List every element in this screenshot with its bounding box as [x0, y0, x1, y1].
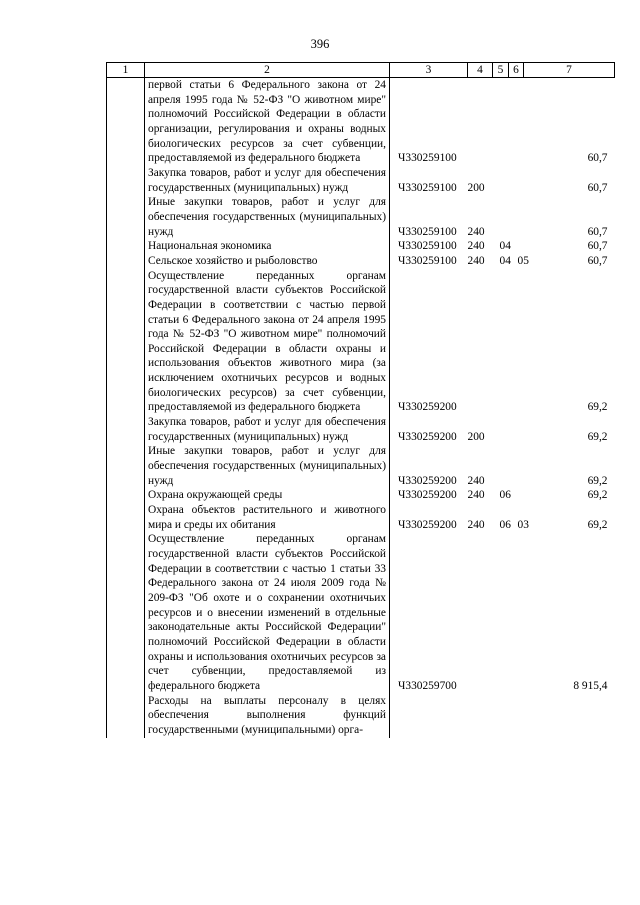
row-code-cell: Ч330259200: [398, 518, 457, 531]
table-row: [107, 254, 615, 269]
table-row: [107, 415, 615, 444]
table-row: [107, 444, 615, 488]
row-name-cell: Осуществление переданных органам государственной власти субъектов Российской Федерации в соответствии с частью первой статьи 6 Федерального закона от 24 апреля 1995 года № 52-ФЗ "О животном мире" полномочий Российской Федерации в области охраны и использования объектов животного мира (за исключением охотничьих ресурсов и водных биологических ресурсов) за счет субвенции, предоставляемой из федерального бюджета: [145, 269, 390, 416]
row-number-cell: [107, 532, 145, 693]
row-code-cell: Ч330259100: [398, 254, 457, 267]
row-pr-code: 05: [517, 254, 529, 267]
row-value-cell: 60,7: [587, 254, 608, 267]
row-vr-code: 240: [467, 254, 485, 267]
row-classifier-cell: [468, 444, 524, 488]
table-row: [107, 532, 615, 693]
header-col-4: 4: [468, 63, 493, 78]
table-row: [107, 503, 615, 532]
row-value-cell: 69,2: [587, 430, 608, 443]
row-rz-code: 06: [499, 518, 511, 531]
table-header-row: [107, 63, 615, 78]
row-name-cell: Охрана окружающей среды: [145, 488, 390, 503]
row-classifier-cell: [468, 694, 524, 738]
row-name-cell: Расходы на выплаты персоналу в целях обеспечения выполнения функций государственными (муниципальными) орга-: [145, 694, 390, 738]
row-number-cell: [107, 78, 145, 166]
row-name-cell: Национальная экономика: [145, 239, 390, 254]
row-pr-code: 03: [517, 518, 529, 531]
row-rz-code: 04: [499, 254, 511, 267]
row-code-cell: Ч330259200: [398, 430, 457, 443]
row-name-cell: Сельское хозяйство и рыболовство: [145, 254, 390, 269]
table-row: [107, 694, 615, 738]
row-code-cell: Ч330259100: [398, 225, 457, 238]
row-vr-code: 200: [467, 430, 485, 443]
row-value-cell: [524, 694, 615, 738]
row-classifier-cell: [468, 269, 524, 416]
row-vr-code: 240: [467, 518, 485, 531]
row-number-cell: [107, 503, 145, 532]
row-name-cell: Иные закупки товаров, работ и услуг для обеспечения государственных (муниципальных) нужд: [145, 444, 390, 488]
row-name-cell: Закупка товаров, работ и услуг для обеспечения государственных (муниципальных) нужд: [145, 166, 390, 195]
header-col-1: 1: [107, 63, 145, 78]
row-name-cell: Закупка товаров, работ и услуг для обеспечения государственных (муниципальных) нужд: [145, 415, 390, 444]
row-classifier-cell: [468, 532, 524, 693]
row-classifier-cell: [467, 503, 529, 532]
table-row: [107, 239, 615, 254]
header-col-3: 3: [390, 63, 468, 78]
row-classifier-cell: [468, 166, 524, 195]
row-number-cell: [107, 694, 145, 738]
row-value-cell: 60,7: [587, 225, 608, 238]
row-name-cell: первой статьи 6 Федерального закона от 24 апреля 1995 года № 52-ФЗ "О животном мире" полномочий Российской Федерации в области организации, регулирования и охраны водных биологических ресурсов за счет субвенции, предоставляемой из федерального бюджета: [145, 78, 390, 166]
table-row: [107, 78, 615, 166]
table-row: [107, 166, 615, 195]
row-number-cell: [107, 488, 145, 503]
row-code-cell: Ч330259200: [398, 489, 457, 502]
row-number-cell: [107, 195, 145, 239]
row-value-cell: 60,7: [587, 181, 608, 194]
row-number-cell: [107, 269, 145, 416]
row-code-cell: [390, 694, 468, 738]
row-name-cell: Охрана объектов растительного и животного мира и среды их обитания: [145, 503, 390, 532]
row-value-cell: 69,2: [587, 474, 608, 487]
row-classifier-cell: [468, 78, 524, 166]
row-number-cell: [107, 254, 145, 269]
row-number-cell: [107, 239, 145, 254]
row-name-cell: Иные закупки товаров, работ и услуг для обеспечения государственных (муниципальных) нужд: [145, 195, 390, 239]
row-name-cell: Осуществление переданных органам государственной власти субъектов Российской Федерации в соответствии с частью 1 статьи 33 Федерального закона от 24 июля 2009 года № 209-ФЗ "Об охоте и о сохранении охотничьих ресурсов и о внесении изменений в отдельные законодательные акты Российской Федерации" полномочий Российской Федерации в области охраны и использования охотничьих ресурсов за счет субвенции, предоставляемой из федерального бюджета: [145, 532, 390, 693]
table-row: [107, 195, 615, 239]
row-vr-code: 240: [467, 474, 485, 487]
row-code-cell: Ч330259200: [398, 401, 457, 414]
row-code-cell: Ч330259100: [398, 240, 457, 253]
row-code-cell: Ч330259200: [398, 474, 457, 487]
row-code-cell: Ч330259100: [398, 152, 457, 165]
row-number-cell: [107, 415, 145, 444]
header-col-2: 2: [145, 63, 390, 78]
row-value-cell: 69,2: [587, 489, 608, 502]
table-body: [107, 78, 615, 738]
row-number-cell: [107, 444, 145, 488]
row-code-cell: Ч330259100: [398, 181, 457, 194]
row-classifier-cell: [468, 488, 524, 503]
header-col-7: 7: [524, 63, 615, 78]
header-col-6: 6: [509, 63, 524, 78]
budget-table: [106, 62, 615, 738]
row-value-cell: 60,7: [587, 240, 608, 253]
row-vr-code: 200: [467, 181, 485, 194]
row-code-cell: Ч330259700: [398, 679, 457, 692]
row-value-cell: 60,7: [587, 152, 608, 165]
page-number: 396: [310, 37, 330, 51]
row-value-cell: 69,2: [587, 518, 608, 531]
row-classifier-cell: [467, 254, 529, 269]
row-rz-code: 04: [499, 240, 511, 253]
row-rz-code: 06: [499, 489, 511, 502]
row-value-cell: 69,2: [587, 401, 608, 414]
row-vr-code: 240: [467, 225, 485, 238]
row-vr-code: 240: [467, 489, 485, 502]
row-classifier-cell: [468, 195, 524, 239]
row-value-cell: 8 915,4: [573, 679, 608, 692]
table-row: [107, 269, 615, 416]
header-col-5: 5: [493, 63, 509, 78]
table-row: [107, 488, 615, 503]
row-classifier-cell: [468, 415, 524, 444]
row-number-cell: [107, 166, 145, 195]
row-classifier-cell: [468, 239, 524, 254]
row-vr-code: 240: [467, 240, 485, 253]
